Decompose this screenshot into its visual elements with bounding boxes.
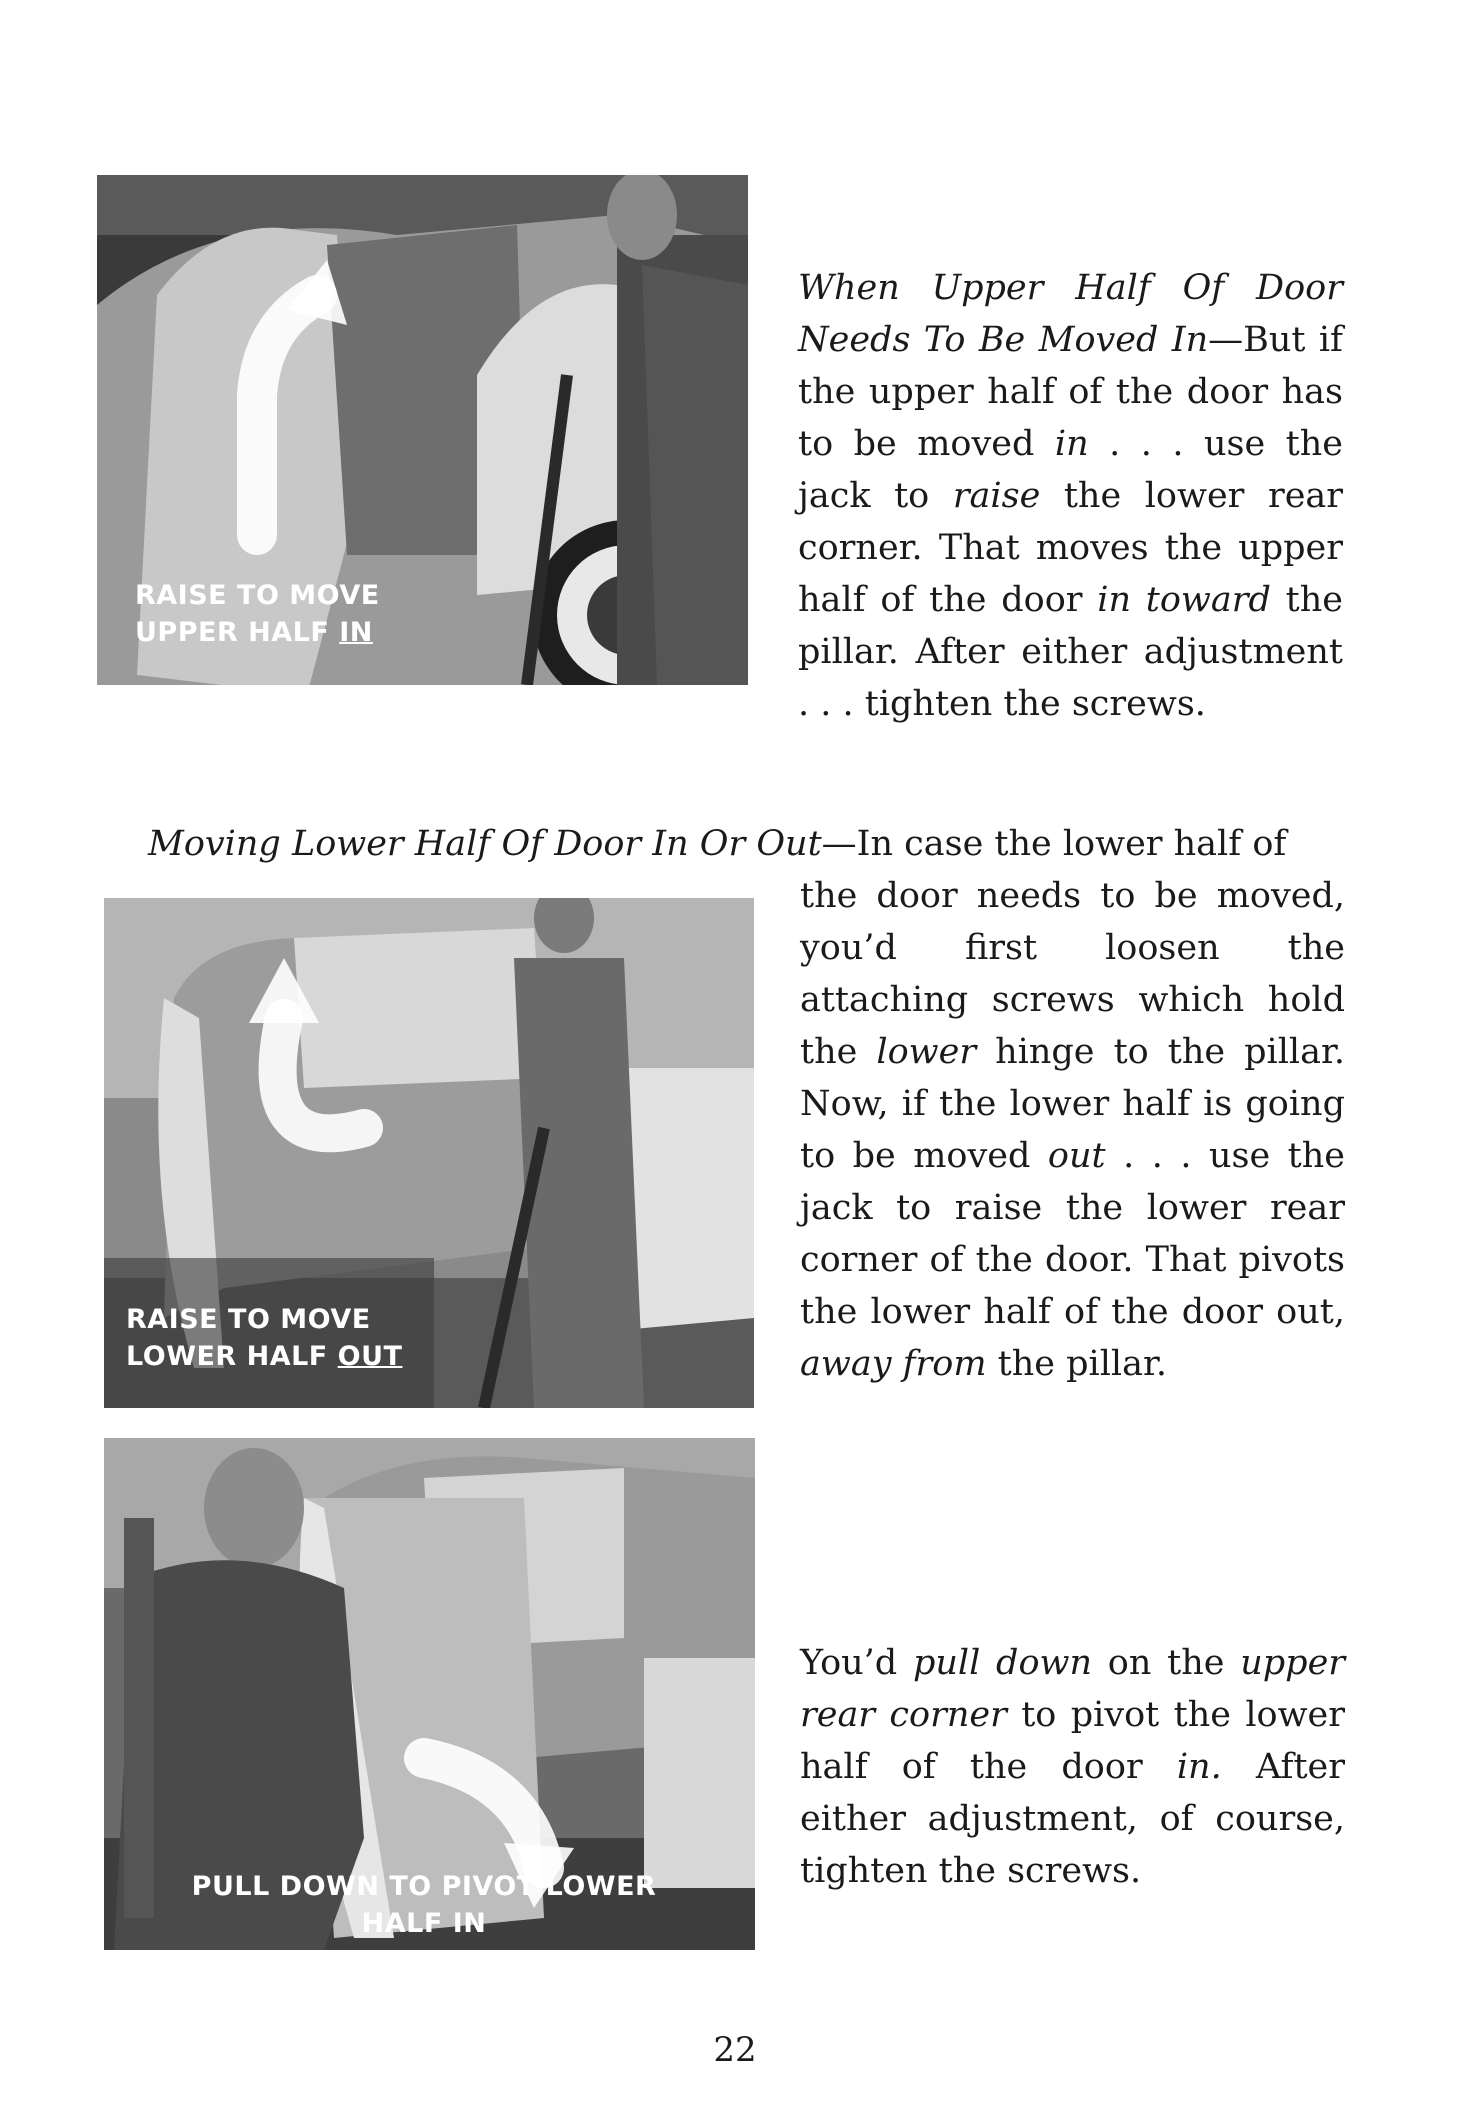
text-run: the pillar. After either adjustment . . . tighten the screws. [798, 580, 1343, 724]
paragraph-lower-half-lead [148, 818, 1348, 870]
text-run: on the [1092, 1643, 1241, 1683]
text-run: After either adjustment, of course, tighten the screws. [800, 1747, 1346, 1891]
text-run: —In case the lower half of [821, 824, 1287, 864]
emphasis: in. [1176, 1747, 1222, 1787]
emphasis: raise [952, 476, 1041, 516]
text-run: . . . use the jack to raise the lower rear corner of the door. That pivots the lower half of the door out, [800, 1136, 1345, 1332]
text-run: to pivot the lower half of the door [800, 1695, 1345, 1787]
caption-line-2 [126, 1338, 402, 1375]
photo-1-caption [135, 577, 380, 651]
text-run: You’d [800, 1643, 913, 1683]
paragraph-upper-half [798, 262, 1343, 730]
caption-line-2 [184, 1905, 664, 1942]
caption-text: LOWER HALF [126, 1341, 338, 1372]
caption-line-1: RAISE TO MOVE [126, 1304, 371, 1335]
photo-3-caption [184, 1868, 664, 1942]
caption-line-1: PULL DOWN TO PIVOT LOWER [191, 1871, 657, 1902]
emphasis: in toward [1097, 580, 1271, 620]
caption-text: HALF IN [361, 1908, 487, 1939]
text-run: . . . use the jack to [798, 424, 1343, 516]
emphasis: pull down [912, 1643, 1093, 1683]
caption-line-2 [135, 614, 380, 651]
emphasis: away from [800, 1344, 987, 1384]
caption-text: UPPER HALF [135, 617, 340, 648]
photo-pull-down-pivot-lower-half-in [104, 1438, 755, 1950]
text-run: hinge to the pillar. Now, if the lower half is going to be moved [800, 1032, 1346, 1176]
photo-2-caption [126, 1301, 402, 1375]
text-run: —But if the upper half of the door has to be moved [798, 320, 1343, 464]
heading-lower-half: Moving Lower Half Of Door In Or Out [148, 824, 822, 864]
photo-raise-lower-half-out [104, 898, 754, 1408]
photo-raise-upper-half-in [97, 175, 748, 685]
heading-upper-half: When Upper Half Of Door Needs To Be Moved In [798, 268, 1343, 360]
text-run: the lower rear corner. That moves the upper half of the door [798, 476, 1344, 620]
emphasis: lower [876, 1032, 977, 1072]
text-run: the pillar. [986, 1344, 1167, 1384]
emphasis: in [1054, 424, 1089, 464]
text-run: the door needs to be moved, you’d first loosen the attaching screws which hold the [800, 876, 1345, 1072]
paragraph-lower-half-body [800, 870, 1345, 1390]
page-number: 22 [713, 2030, 757, 2070]
emphasis: upper rear corner [800, 1643, 1346, 1735]
caption-line-1: RAISE TO MOVE [135, 580, 380, 611]
caption-underlined: OUT [337, 1341, 403, 1372]
emphasis: out [1047, 1136, 1106, 1176]
paragraph-pull-down [800, 1637, 1345, 1897]
caption-underlined: IN [339, 617, 373, 648]
